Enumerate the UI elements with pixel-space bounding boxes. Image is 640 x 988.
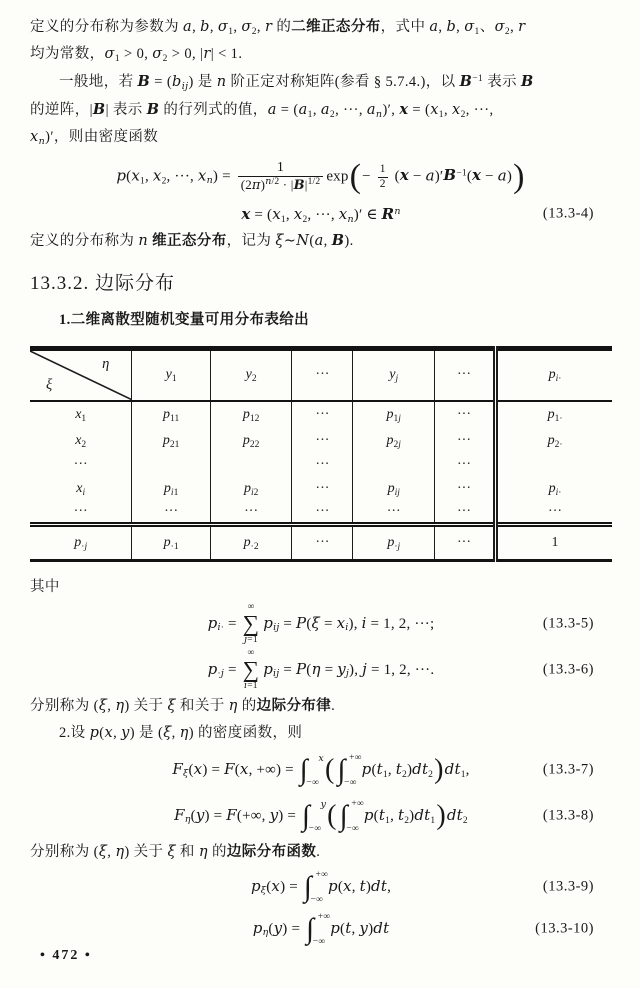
list-item-1: 1.二维离散型随机变量可用分布表给出: [59, 312, 310, 328]
list-item-2: 2.设 p(x, y) 是 (ξ, η) 的密度函数，则: [59, 725, 303, 741]
table-header-row: [30, 349, 612, 401]
table-cell: $p_{\cdot j}$: [30, 525, 132, 561]
table-cell: $p_{21}$: [132, 428, 211, 455]
table-corner-cell: [30, 349, 132, 401]
table-cell: $p_{i1}$: [132, 476, 211, 503]
formula-body: $p_\eta(y)$ = ∫ +∞ −∞ p(t, y)dt: [252, 911, 390, 947]
table-header-cell: $y_j$: [353, 349, 434, 401]
table-cell: $p_{12}$: [210, 401, 291, 428]
table-header-cell: $y_1$: [132, 349, 211, 401]
paragraph-1-line-1: 定义的分布称为参数为 a, b, $\sigma_1$, $\sigma_2$, r 的二维正态分布，式中 a, b, $\sigma_1$、$\sigma_2$, r: [30, 19, 526, 37]
equation-number: (13.3-10): [535, 920, 594, 937]
formula-body: $F_\eta(y) = F(+\infty$, y) = ∫ y −∞ ( ∫ +∞ −∞ $p(t_1$, $t_2)dt_1)dt_2$: [174, 798, 468, 834]
table-cell: ···: [73, 504, 88, 520]
table-cell: ···: [292, 503, 353, 525]
formula-13-3-8: [30, 793, 612, 839]
paragraph-2-line-2: 的逆阵，|B| 表示 B 的行列式的值，$a = (a_1$, $a_2$, ···, $a_n)'$, $x = (x_1$, $x_2$, ···,: [30, 101, 494, 120]
table-cell: ···: [73, 457, 88, 472]
paragraph-5: 分别称为 (ξ, η) 关于 ξ 和 η 的边际分布函数.: [30, 844, 321, 860]
equation-number: (13.3-4): [542, 205, 594, 222]
table-cell: $p_{ij}$: [353, 476, 434, 503]
formula-13-3-6: [30, 647, 612, 693]
table-cell: ···: [434, 525, 495, 561]
formula-13-3-4-main: [30, 153, 612, 201]
table-cell: [496, 455, 612, 476]
paragraph-2-line-1: 一般地，若 $B = (b_{ij})$ 是 n 阶正定对称矩阵(参看 § 5.7.4.)，以 $B^{-1}$ 表示 B: [59, 73, 534, 92]
table-cell: ···: [292, 428, 353, 455]
table-cell: ···: [292, 525, 353, 561]
table-cell: $p_{22}$: [210, 428, 291, 455]
table-cell: $p_{2j}$: [353, 428, 434, 455]
table-cell: ···: [210, 503, 291, 525]
table-cell: ···: [434, 455, 495, 476]
formula-13-3-5: [30, 601, 612, 647]
table-cell: ···: [292, 476, 353, 503]
qizhong-label: 其中: [30, 579, 60, 595]
table-cell: $x_1$: [75, 406, 87, 424]
formula-13-3-7: [30, 747, 612, 793]
paragraph-2-line-3: $x_n)'$，则由密度函数: [30, 129, 159, 147]
equation-number: (13.3-6): [542, 661, 594, 678]
table-header-cell: ···: [434, 349, 495, 401]
table-cell: ···: [132, 503, 211, 525]
paragraph-3: 定义的分布称为 n 维正态分布，记为 ξ∼N(a, B).: [30, 232, 354, 249]
table-cell: $p_{\cdot 1}$: [132, 525, 211, 561]
table-row: [30, 428, 612, 455]
paragraph-1-line-2: 均为常数，$\sigma_1 > 0$, $\sigma_2 > 0$, |r| < 1.: [30, 46, 243, 64]
formula-13-3-10: [30, 908, 612, 950]
table-row: [30, 401, 612, 428]
table-cell: ···: [292, 401, 353, 428]
formula-body: $p_{\cdot j}$ = ∞ ∑ i=1 $p_{ij} = P(\eta = y_j)$, j = 1, 2, ···.: [207, 647, 435, 691]
table-header-cell: $y_2$: [210, 349, 291, 401]
table-cell: $x_2$: [75, 433, 87, 450]
table-row: [30, 503, 612, 525]
formula-body: $p(x_1$, $x_2$, ···, $x_n$) = $\frac{1}{(2\pi)^{n/2} \cdot |B|^{1/2}}$ exp(− $\frac{1}{2}$ $(x - a)'B^{-1}(x - a)$): [116, 158, 525, 195]
table-row: [30, 455, 612, 476]
table-cell: $p_{1\cdot}$: [496, 401, 612, 428]
table-cell: ···: [353, 503, 434, 525]
table-cell: $x_i$: [76, 481, 86, 498]
table-cell: ···: [434, 503, 495, 525]
formula-body: $p_\xi(x)$ = ∫ +∞ −∞ p(x, t)dt,: [250, 869, 392, 905]
table-cell: [210, 455, 291, 476]
table-cell: $p_{2\cdot}$: [496, 428, 612, 455]
equation-number: (13.3-7): [542, 761, 594, 778]
page-number: • 472 •: [40, 948, 92, 963]
equation-number: (13.3-9): [542, 878, 594, 895]
table-cell: [353, 455, 434, 476]
corner-label-xi: ξ: [46, 376, 53, 393]
table-cell: $p_{\cdot j}$: [353, 525, 434, 561]
equation-number: (13.3-5): [542, 615, 594, 632]
table-header-cell: ···: [292, 349, 353, 401]
formula-13-3-4-domain: [30, 201, 612, 227]
formula-13-3-9: [30, 866, 612, 908]
formula-body: $p_{i\cdot}$ = ∞ ∑ j=1 $p_{ij} = P(\xi = x_i)$, i = 1, 2, ···;: [207, 601, 435, 645]
table-cell: $p_{i\cdot}$: [496, 476, 612, 503]
table-cell: ···: [292, 455, 353, 476]
equation-number: (13.3-8): [542, 807, 594, 824]
table-cell: [132, 455, 211, 476]
table-cell: $p_{1j}$: [353, 401, 434, 428]
table-header-cell: $p_{i\cdot}$: [496, 349, 612, 401]
formula-body: $F_\xi(x) = F(x$, +∞) = ∫ x −∞ ( ∫ +∞ −∞ $p(t_1$, $t_2)dt_2)dt_1$,: [172, 752, 470, 788]
table-cell: $p_{i2}$: [210, 476, 291, 503]
table-row: [30, 476, 612, 503]
table-cell: ···: [434, 476, 495, 503]
table-marginal-row: [30, 525, 612, 561]
section-heading: 13.3.2. 边际分布: [30, 273, 176, 294]
table-cell: ···: [496, 503, 612, 525]
corner-label-eta: η: [102, 356, 110, 372]
table-cell: $p_{\cdot 2}$: [210, 525, 291, 561]
table-cell: ···: [434, 428, 495, 455]
distribution-table: [30, 346, 612, 562]
table-cell: ···: [434, 401, 495, 428]
formula-body: $x = (x_1$, $x_2$, ···, $x_n)'$ ∈ $R^n$: [241, 204, 401, 225]
paragraph-4: 分别称为 (ξ, η) 关于 ξ 和关于 η 的边际分布律.: [30, 698, 336, 714]
table-cell: $p_{11}$: [132, 401, 211, 428]
table-cell: 1: [496, 525, 612, 561]
